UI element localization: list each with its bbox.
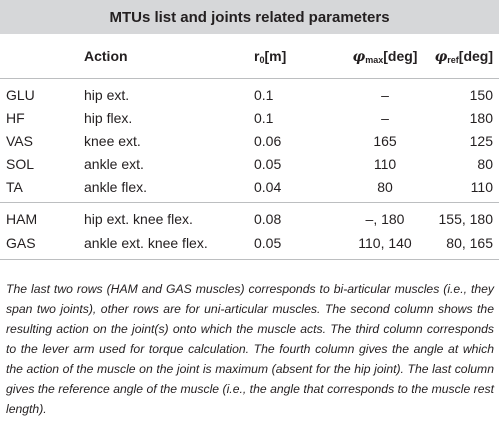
muscle-phiref: 125 bbox=[469, 132, 493, 149]
header-action: Action bbox=[84, 34, 254, 79]
header-phimax: $\varphi_{max}[deg]$ bbox=[344, 34, 426, 79]
muscle-phimax: 110, 140 bbox=[344, 231, 426, 260]
mtu-table bbox=[0, 34, 499, 260]
muscle-phiref: 80 bbox=[477, 155, 493, 172]
muscle-name: GAS bbox=[0, 231, 84, 260]
muscle-action: ankle ext. knee flex. bbox=[84, 231, 254, 260]
muscle-name: GLU bbox=[6, 86, 35, 103]
table-caption: The last two rows (HAM and GAS muscles) corresponds to bi-articular muscles (i.e., they span two joints), other rows are for uni-articular muscles. The second column shows the resulting action on the joint(s) onto which the muscle acts. The third column corresponds to the lever arm used for torque calculation. The fourth column gives the angle at which the action of the muscle on the joint is maximum (absent for the hip joint). The last column gives the reference angle of the muscle (i.e., the angle that corresponds to the muscle rest length). bbox=[6, 282, 494, 416]
header-row bbox=[0, 34, 499, 79]
muscle-phiref: 150 bbox=[469, 86, 493, 103]
muscle-name: HAM bbox=[6, 211, 38, 227]
muscle-action: hip flex. bbox=[84, 109, 133, 126]
table-row bbox=[0, 152, 499, 175]
muscle-phiref: 180 bbox=[469, 109, 493, 126]
bi-articular-group bbox=[0, 203, 499, 260]
header-name bbox=[0, 34, 84, 79]
muscle-phimax: – bbox=[381, 109, 389, 126]
table-title: MTUs list and joints related parameters bbox=[109, 8, 390, 26]
header-r0: $r_0[m]$ bbox=[254, 34, 344, 79]
table-row bbox=[0, 203, 499, 232]
muscle-action: ankle ext. bbox=[84, 155, 144, 172]
muscle-r0: 0.1 bbox=[254, 86, 274, 103]
muscle-r0: 0.05 bbox=[254, 231, 344, 260]
title-band bbox=[0, 0, 499, 34]
table-row bbox=[0, 129, 499, 152]
muscle-phiref: 110 bbox=[426, 175, 499, 203]
muscle-phimax: 80 bbox=[344, 175, 426, 203]
table-row bbox=[0, 231, 499, 260]
muscle-phimax: 165 bbox=[373, 132, 397, 149]
table-row bbox=[0, 106, 499, 129]
muscle-r0: 0.06 bbox=[254, 132, 282, 149]
muscle-phiref: 80, 165 bbox=[426, 231, 499, 260]
header-phiref: $\varphi_{ref}[deg]$ bbox=[426, 34, 499, 79]
table-row bbox=[0, 175, 499, 203]
table-row bbox=[0, 79, 499, 107]
muscle-phiref: 155, 180 bbox=[438, 211, 493, 227]
muscle-action: ankle flex. bbox=[84, 175, 254, 203]
muscle-name: TA bbox=[0, 175, 84, 203]
uni-articular-group bbox=[0, 79, 499, 203]
muscle-r0: 0.08 bbox=[254, 211, 282, 227]
muscle-action: hip ext. knee flex. bbox=[84, 211, 193, 227]
muscle-phimax: – bbox=[381, 86, 389, 103]
muscle-name: HF bbox=[6, 109, 25, 126]
muscle-phimax: 110 bbox=[373, 155, 397, 172]
muscle-r0: 0.1 bbox=[254, 109, 274, 126]
muscle-action: knee ext. bbox=[84, 132, 141, 149]
muscle-action: hip ext. bbox=[84, 86, 130, 103]
muscle-r0: 0.05 bbox=[254, 155, 282, 172]
muscle-phimax: –, 180 bbox=[365, 211, 405, 227]
muscle-r0: 0.04 bbox=[254, 175, 344, 203]
muscle-name: SOL bbox=[6, 155, 35, 172]
muscle-name: VAS bbox=[6, 132, 33, 149]
